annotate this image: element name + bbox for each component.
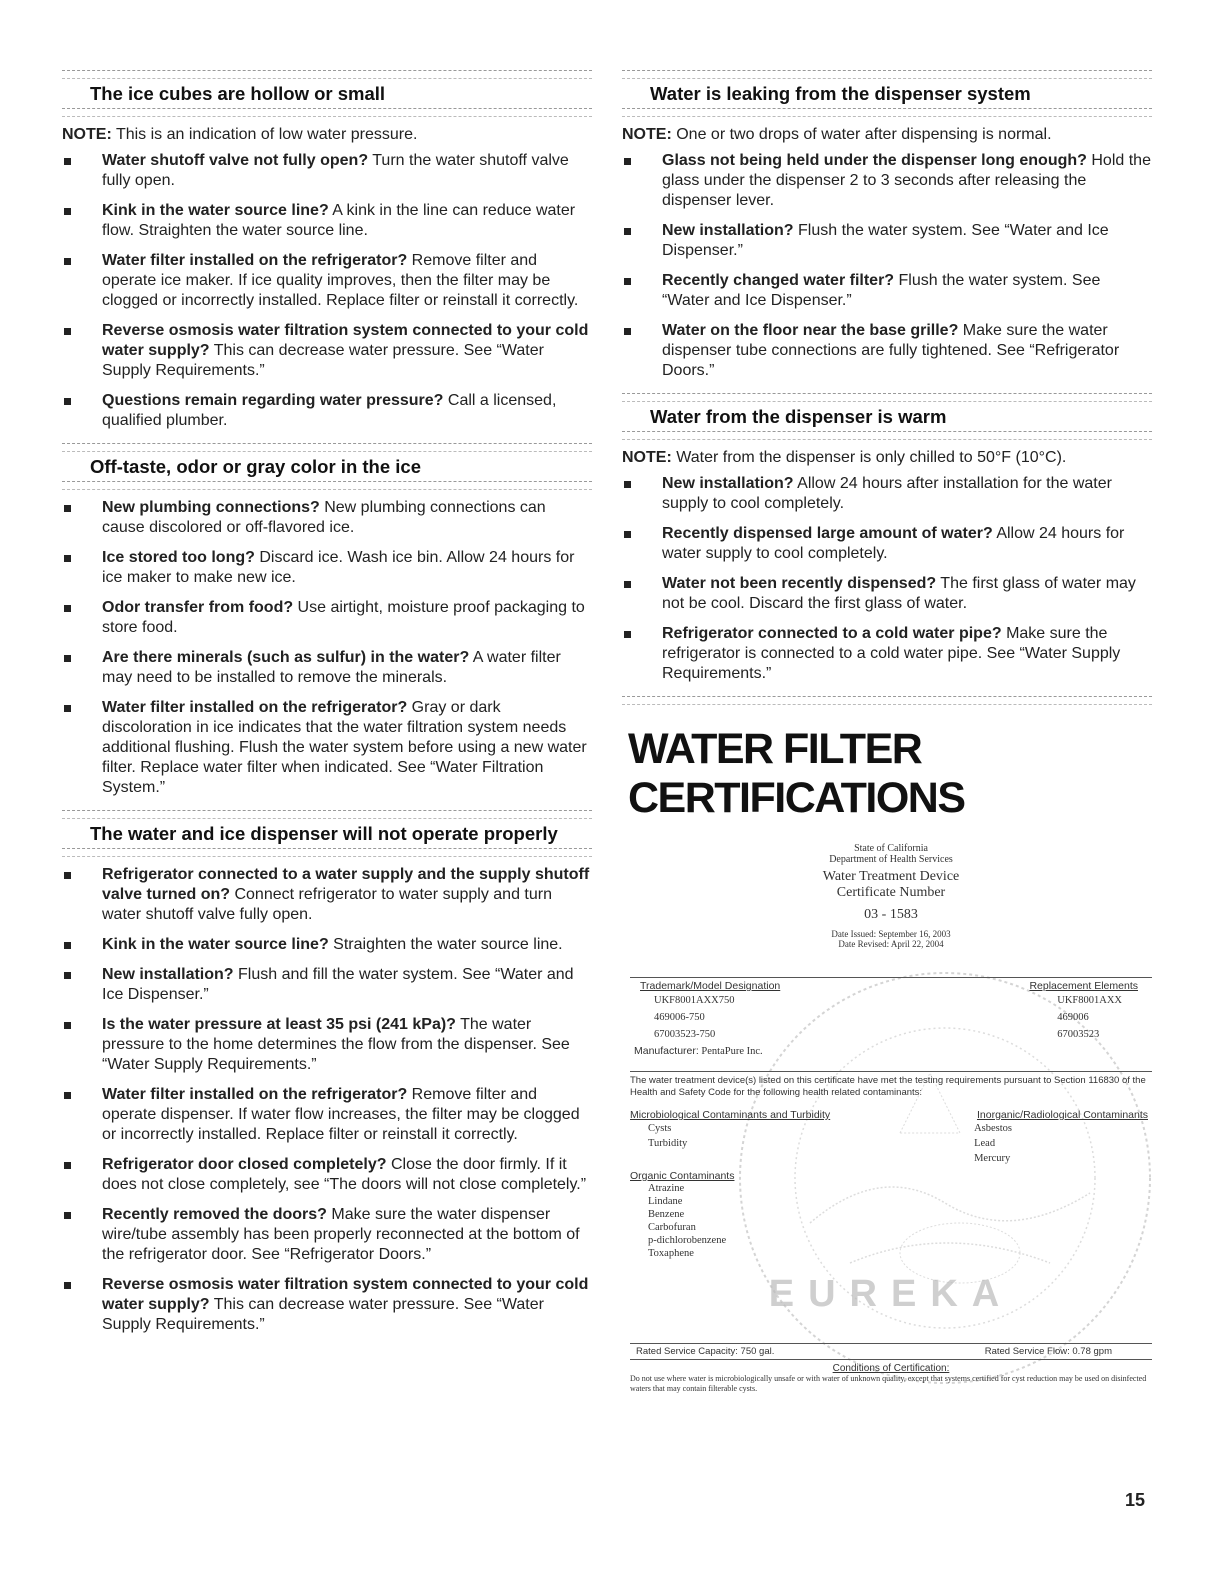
list-item (62, 698, 592, 798)
list-item (62, 1155, 592, 1195)
rated-flow: Rated Service Flow: 0.78 gpm (984, 1346, 1112, 1357)
list-item (62, 391, 592, 431)
square-bullet-icon (64, 605, 71, 612)
section-rule-top (622, 393, 1152, 402)
section-rule-top (62, 810, 592, 819)
certificate-header (630, 843, 1152, 949)
item-answer: Flush the water system. See “Water and Ice Dispenser.” (662, 272, 1101, 309)
note-text: This is an indication of low water pressure. (111, 126, 418, 143)
item-question: Refrigerator connected to a water supply and the supply shutoff valve turned on? (102, 866, 590, 903)
square-bullet-icon (64, 505, 71, 512)
micro-items (648, 1121, 687, 1166)
item-question: Refrigerator door closed completely? (102, 1156, 387, 1173)
inorganic-items (974, 1121, 1012, 1166)
manufacturer-label: Manufacturer: (634, 1045, 699, 1057)
cert-device: Water Treatment Device (822, 869, 960, 884)
seal-eureka: EUREKA (768, 1273, 1014, 1315)
note-text: Water from the dispenser is only chilled to 50°F (10°C). (671, 449, 1067, 466)
item-answer: Make sure the water dispenser wire/tube assembly has been properly reconnected at the bottom of the refrigerator door. See “Refrigerator Doors.” (102, 1206, 580, 1263)
square-bullet-icon (64, 972, 71, 979)
cert-issued: Date Issued: September 16, 2003 (831, 929, 951, 939)
square-bullet-icon (64, 1092, 71, 1099)
section-rule-end (622, 696, 1152, 705)
item-question: Reverse osmosis water filtration system connected to your cold water supply? (102, 1276, 589, 1313)
section-rule-bottom (622, 108, 1152, 117)
section-note (622, 448, 1152, 468)
item-list (62, 498, 592, 798)
square-bullet-icon (624, 581, 631, 588)
right-sections (622, 70, 1152, 705)
item-answer: This can decrease water pressure. See “Water Supply Requirements.” (102, 1296, 544, 1333)
item-answer: Remove filter and operate dispenser. If water flow increases, the filter may be clogged or incorrectly installed. Replace filter or reinstall it correctly. (102, 1086, 580, 1143)
item-question: Water shutoff valve not fully open? (102, 152, 369, 169)
square-bullet-icon (64, 942, 71, 949)
square-bullet-icon (64, 872, 71, 879)
section-rule-bottom (62, 108, 592, 117)
item-answer: Make sure the refrigerator is connected to a cold water pipe. See “Water Supply Requirements.” (662, 625, 1121, 682)
list-item (62, 548, 592, 588)
item-question: Ice stored too long? (102, 549, 255, 566)
section-title: Water from the dispenser is warm (650, 406, 947, 427)
list-item (62, 598, 592, 638)
list-item (62, 151, 592, 191)
list-item (62, 1015, 592, 1075)
list-item (62, 251, 592, 311)
item-question: Water filter installed on the refrigerator? (102, 252, 408, 269)
item-question: New installation? (662, 475, 794, 492)
item-answer: New plumbing connections can cause discolored or off-flavored ice. (102, 499, 546, 536)
item-question: Questions remain regarding water pressure? (102, 392, 444, 409)
list-item (622, 624, 1152, 684)
item-question: Water filter installed on the refrigerator? (102, 699, 408, 716)
list-item (62, 648, 592, 688)
item-question: New installation? (662, 222, 794, 239)
item-question: Reverse osmosis water filtration system connected to your cold water supply? (102, 322, 589, 359)
item-answer: Turn the water shutoff valve fully open. (102, 152, 569, 189)
cert-number: 03 - 1583 (864, 907, 918, 922)
item-answer: This can decrease water pressure. See “Water Supply Requirements.” (102, 342, 544, 379)
square-bullet-icon (64, 398, 71, 405)
inorganic-contaminant: Mercury (974, 1153, 1011, 1164)
section-rule-top (62, 443, 592, 452)
organic-contaminant: Carbofuran (648, 1222, 696, 1233)
cert-state: State of California (854, 843, 928, 854)
item-question: Water not been recently dispensed? (662, 575, 937, 592)
item-question: Is the water pressure at least 35 psi (241 kPa)? (102, 1016, 456, 1033)
cert-statement: The water treatment device(s) listed on this certificate have met the testing requirements pursuant to Section 116830 of the Health and Safety Code for the following health related contaminants: (630, 1071, 1152, 1099)
organic-label: Organic Contaminants (630, 1170, 735, 1182)
square-bullet-icon (64, 1162, 71, 1169)
item-answer: Hold the glass under the dispenser 2 to 3 seconds after releasing the dispenser lever. (662, 152, 1151, 209)
section-rule-top (622, 70, 1152, 79)
list-item (622, 151, 1152, 211)
list-item (62, 865, 592, 925)
item-answer: Allow 24 hours after installation for the water supply to cool completely. (662, 475, 1112, 512)
item-question: Recently changed water filter? (662, 272, 895, 289)
square-bullet-icon (624, 158, 631, 165)
organic-contaminant: Atrazine (648, 1183, 685, 1194)
water-filter-certifications-title: WATER FILTER CERTIFICATIONS (628, 725, 965, 822)
left-section-1 (62, 443, 592, 798)
list-item (62, 498, 592, 538)
item-list (622, 151, 1152, 381)
item-answer: The first glass of water may not be cool. Discard the first glass of water. (662, 575, 1136, 612)
square-bullet-icon (624, 481, 631, 488)
organic-items (630, 1182, 1152, 1260)
square-bullet-icon (64, 328, 71, 335)
item-list (62, 865, 592, 1335)
item-question: Kink in the water source line? (102, 936, 329, 953)
square-bullet-icon (64, 258, 71, 265)
square-bullet-icon (624, 278, 631, 285)
right-section-1 (622, 393, 1152, 684)
item-answer: Gray or dark discoloration in ice indicates that the water filtration system needs additional flushing. Flush the water system before using a new water filter. Replace water filter when indicated. See “Water Filtration System.” (102, 699, 587, 796)
list-item (622, 474, 1152, 514)
item-question: Water filter installed on the refrigerator? (102, 1086, 408, 1103)
item-answer: A water filter may need to be installed to remove the minerals. (102, 649, 561, 686)
square-bullet-icon (64, 1212, 71, 1219)
model-designation: 469006-750 (654, 1012, 705, 1023)
left-section-2 (62, 810, 592, 1335)
right-section-0 (622, 70, 1152, 381)
conditions-block (630, 1363, 1152, 1394)
cert-dept: Department of Health Services (829, 854, 953, 865)
item-answer: Make sure the water dispenser tube connections are fully tightened. See “Refrigerator Doors.” (662, 322, 1120, 379)
replacement-element: UKF8001AXX (1057, 995, 1122, 1006)
section-rule-bottom (622, 431, 1152, 440)
left-section-0 (62, 70, 592, 431)
list-item (62, 965, 592, 1005)
item-answer: Remove filter and operate ice maker. If ice quality improves, then the filter may be clogged or incorrectly installed. Replace filter or reinstall it correctly. (102, 252, 579, 309)
note-label: NOTE: (62, 126, 112, 143)
item-list (62, 151, 592, 431)
organic-contaminant: Benzene (648, 1209, 685, 1220)
square-bullet-icon (64, 705, 71, 712)
list-item (622, 524, 1152, 564)
note-label: NOTE: (622, 126, 672, 143)
organic-contaminant: Toxaphene (648, 1248, 694, 1259)
models-right (1057, 992, 1122, 1043)
item-question: Refrigerator connected to a cold water pipe? (662, 625, 1002, 642)
section-title: Off-taste, odor or gray color in the ice (90, 456, 421, 477)
organic-contaminant: Lindane (648, 1196, 683, 1207)
trademark-label: Trademark/Model Designation (640, 980, 781, 992)
note-text: One or two drops of water after dispensing is normal. (671, 126, 1052, 143)
item-answer: The water pressure to the home determines the flow from the dispenser. See “Water Supply Requirements.” (102, 1016, 570, 1073)
certificate (630, 843, 1152, 1391)
section-title: Water is leaking from the dispenser system (650, 83, 1031, 104)
item-answer: Allow 24 hours for water supply to cool completely. (662, 525, 1125, 562)
list-item (62, 1275, 592, 1335)
square-bullet-icon (64, 1282, 71, 1289)
list-item (622, 271, 1152, 311)
inorganic-label: Inorganic/Radiological Contaminants (976, 1109, 1148, 1121)
organic-contaminant: p-dichlorobenzene (648, 1235, 727, 1246)
list-item (62, 201, 592, 241)
section-title: The ice cubes are hollow or small (90, 83, 386, 104)
replacement-element: 469006 (1057, 1012, 1089, 1023)
cert-number-label: Certificate Number (836, 885, 946, 900)
item-question: Water on the floor near the base grille? (662, 322, 959, 339)
item-question: Recently removed the doors? (102, 1206, 327, 1223)
section-note (62, 125, 592, 145)
list-item (622, 574, 1152, 614)
item-answer: Connect refrigerator to water supply and turn water shutoff valve fully open. (102, 886, 552, 923)
rated-row (630, 1343, 1152, 1360)
square-bullet-icon (624, 328, 631, 335)
square-bullet-icon (64, 1022, 71, 1029)
item-answer: Discard ice. Wash ice bin. Allow 24 hours for ice maker to make new ice. (102, 549, 575, 586)
item-question: New installation? (102, 966, 234, 983)
model-designation: UKF8001AXX750 (654, 995, 735, 1006)
micro-contaminant: Turbidity (648, 1138, 688, 1149)
section-rule-bottom (62, 481, 592, 490)
item-question: Glass not being held under the dispenser long enough? (662, 152, 1087, 169)
model-designation: 67003523-750 (654, 1029, 716, 1040)
rated-capacity: Rated Service Capacity: 750 gal. (636, 1346, 775, 1357)
item-answer: Straighten the water source line. (328, 936, 563, 953)
item-answer: Flush the water system. See “Water and Ice Dispenser.” (662, 222, 1109, 259)
inorganic-contaminant: Asbestos (974, 1123, 1012, 1134)
list-item (62, 1085, 592, 1145)
contaminants (630, 1109, 1152, 1260)
note-label: NOTE: (622, 449, 672, 466)
item-answer: Close the door firmly. If it does not close completely, see “The doors will not close completely.” (102, 1156, 587, 1193)
list-item (622, 221, 1152, 261)
list-item (62, 935, 592, 955)
conditions-label: Conditions of Certification: (832, 1363, 950, 1374)
manufacturer-value: PentaPure Inc. (701, 1046, 763, 1057)
square-bullet-icon (64, 555, 71, 562)
square-bullet-icon (64, 158, 71, 165)
right-column (622, 70, 1152, 1391)
square-bullet-icon (624, 228, 631, 235)
micro-contaminant: Cysts (648, 1123, 672, 1134)
item-question: Odor transfer from food? (102, 599, 294, 616)
conditions-text: Do not use where water is microbiologically unsafe or with water of unknown quality, except that systems certified for cyst reduction may be used on disinfected waters that may contain filterable cysts. (630, 1374, 1147, 1393)
item-answer: Call a licensed, qualified plumber. (102, 392, 557, 429)
list-item (622, 321, 1152, 381)
item-question: Kink in the water source line? (102, 202, 329, 219)
micro-label: Microbiological Contaminants and Turbidity (630, 1109, 831, 1121)
item-list (622, 474, 1152, 684)
list-item (62, 1205, 592, 1265)
inorganic-contaminant: Lead (974, 1138, 996, 1149)
left-column (62, 70, 592, 1347)
list-item (62, 321, 592, 381)
replacement-label: Replacement Elements (1029, 980, 1138, 992)
model-table (630, 977, 1152, 1057)
cert-revised: Date Revised: April 22, 2004 (838, 939, 944, 949)
item-question: Recently dispensed large amount of water? (662, 525, 993, 542)
page-number: 15 (1124, 1490, 1145, 1510)
square-bullet-icon (624, 531, 631, 538)
item-answer: A kink in the line can reduce water flow. Straighten the water source line. (102, 202, 576, 239)
section-rule-top (62, 70, 592, 79)
item-question: Are there minerals (such as sulfur) in the water? (102, 649, 470, 666)
item-answer: Flush and fill the water system. See “Water and Ice Dispenser.” (102, 966, 574, 1003)
replacement-element: 67003523 (1057, 1029, 1100, 1040)
section-rule-bottom (62, 848, 592, 857)
square-bullet-icon (624, 631, 631, 638)
item-answer: Use airtight, moisture proof packaging to store food. (102, 599, 585, 636)
square-bullet-icon (64, 655, 71, 662)
section-title: The water and ice dispenser will not operate properly (90, 823, 558, 844)
section-note (622, 125, 1152, 145)
models-left (654, 992, 735, 1043)
item-question: New plumbing connections? (102, 499, 320, 516)
square-bullet-icon (64, 208, 71, 215)
